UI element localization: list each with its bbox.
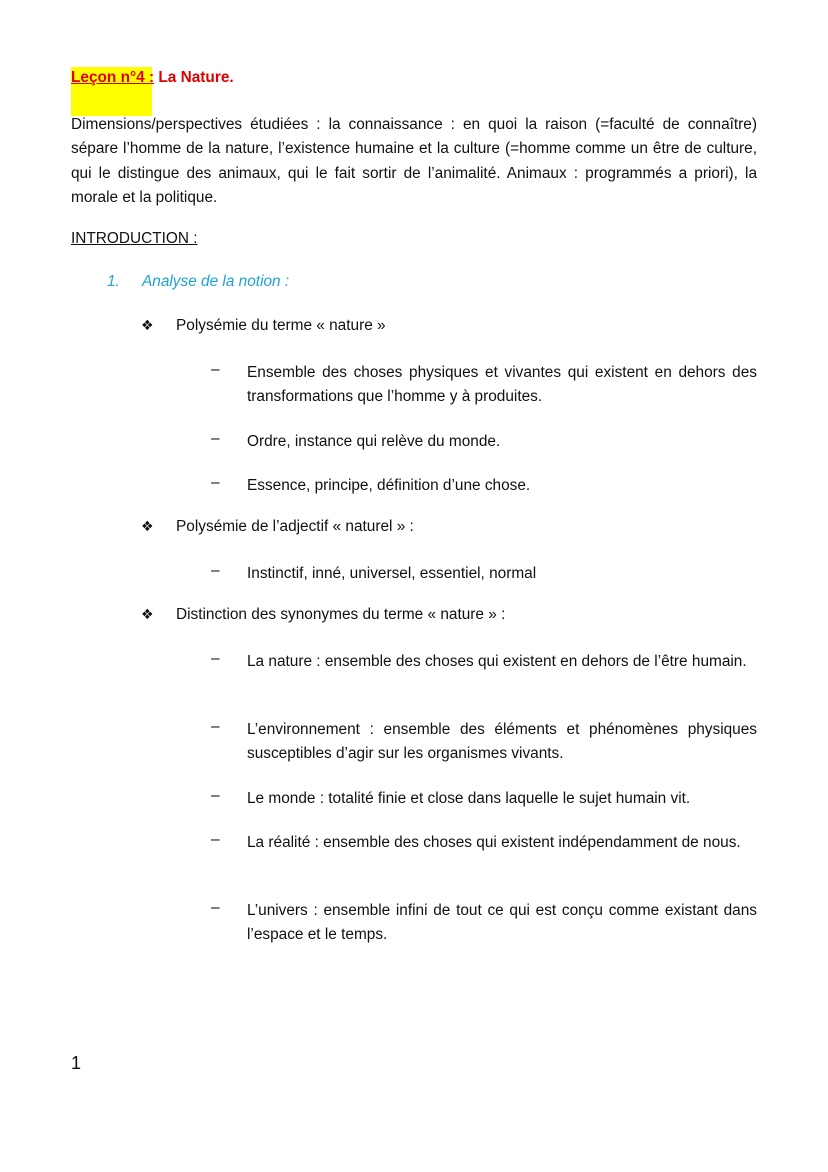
list-item-text: L’univers : ensemble infini de tout ce qui est conçu comme existant dans l’espace et le temps.: [247, 902, 757, 944]
list-item-text: Le monde : totalité finie et close dans laquelle le sujet humain vit.: [247, 790, 691, 807]
list-item-text: Instinctif, inné, universel, essentiel, normal: [247, 565, 537, 582]
dash-icon: –: [211, 718, 220, 735]
diamond-bullet-icon: ❖: [141, 518, 154, 534]
intro-paragraph: Dimensions/perspectives étudiées : la connaissance : en quoi la raison (=faculté de connaître) sépare l’homme de la nature, l’existence humaine et la culture (=homme comme un être de culture, qui le distingue des animaux, qui le fait sortir de l’animalité. Animaux : programmés a priori), la morale et la politique.: [71, 116, 757, 207]
list-item: [211, 831, 757, 855]
dash-icon: –: [211, 562, 220, 579]
dash-icon: –: [211, 361, 220, 378]
list-item: [211, 899, 757, 948]
diamond-bullet-icon: ❖: [141, 606, 154, 622]
dash-icon: –: [211, 787, 220, 804]
lesson-name: La Nature.: [154, 69, 234, 86]
section-number: 1.: [107, 273, 120, 290]
bullet-label: Distinction des synonymes du terme « nature » :: [176, 606, 506, 623]
list-item: [211, 430, 757, 454]
bullet-polysemie-nature: [141, 317, 386, 335]
bullet-label: Polysémie du terme « nature »: [176, 317, 386, 334]
diamond-bullet-icon: ❖: [141, 317, 154, 333]
list-item: [211, 361, 757, 410]
list-item: [211, 787, 757, 811]
section-heading: [107, 273, 289, 291]
bullet-distinction-synonymes: [141, 606, 505, 624]
list-item-text: La nature : ensemble des choses qui existent en dehors de l’être humain.: [247, 653, 747, 670]
dash-icon: –: [211, 474, 220, 491]
dash-icon: –: [211, 899, 220, 916]
bullet-label: Polysémie de l’adjectif « naturel » :: [176, 518, 414, 535]
bullet-polysemie-naturel: [141, 518, 414, 536]
list-item: [211, 650, 757, 674]
dash-icon: –: [211, 430, 220, 447]
list-item-text: Ordre, instance qui relève du monde.: [247, 433, 501, 450]
list-item-text: La réalité : ensemble des choses qui existent indépendamment de nous.: [247, 834, 741, 851]
lesson-number: Leçon n°4 :: [71, 69, 155, 86]
list-item: [211, 562, 757, 586]
page-number: 1: [71, 1053, 82, 1073]
lesson-title: [71, 69, 234, 87]
list-item-text: L’environnement : ensemble des éléments et phénomènes physiques susceptibles d’agir sur les organismes vivants.: [247, 721, 757, 763]
dash-icon: –: [211, 831, 220, 848]
dash-icon: –: [211, 650, 220, 667]
list-item: [211, 474, 757, 498]
section-title: Analyse de la notion :: [142, 273, 290, 290]
introduction-heading: INTRODUCTION :: [71, 230, 198, 247]
list-item-text: Ensemble des choses physiques et vivantes qui existent en dehors des transformations que l’homme y à produites.: [247, 364, 757, 406]
list-item-text: Essence, principe, définition d’une chose.: [247, 477, 531, 494]
list-item: [211, 718, 757, 767]
